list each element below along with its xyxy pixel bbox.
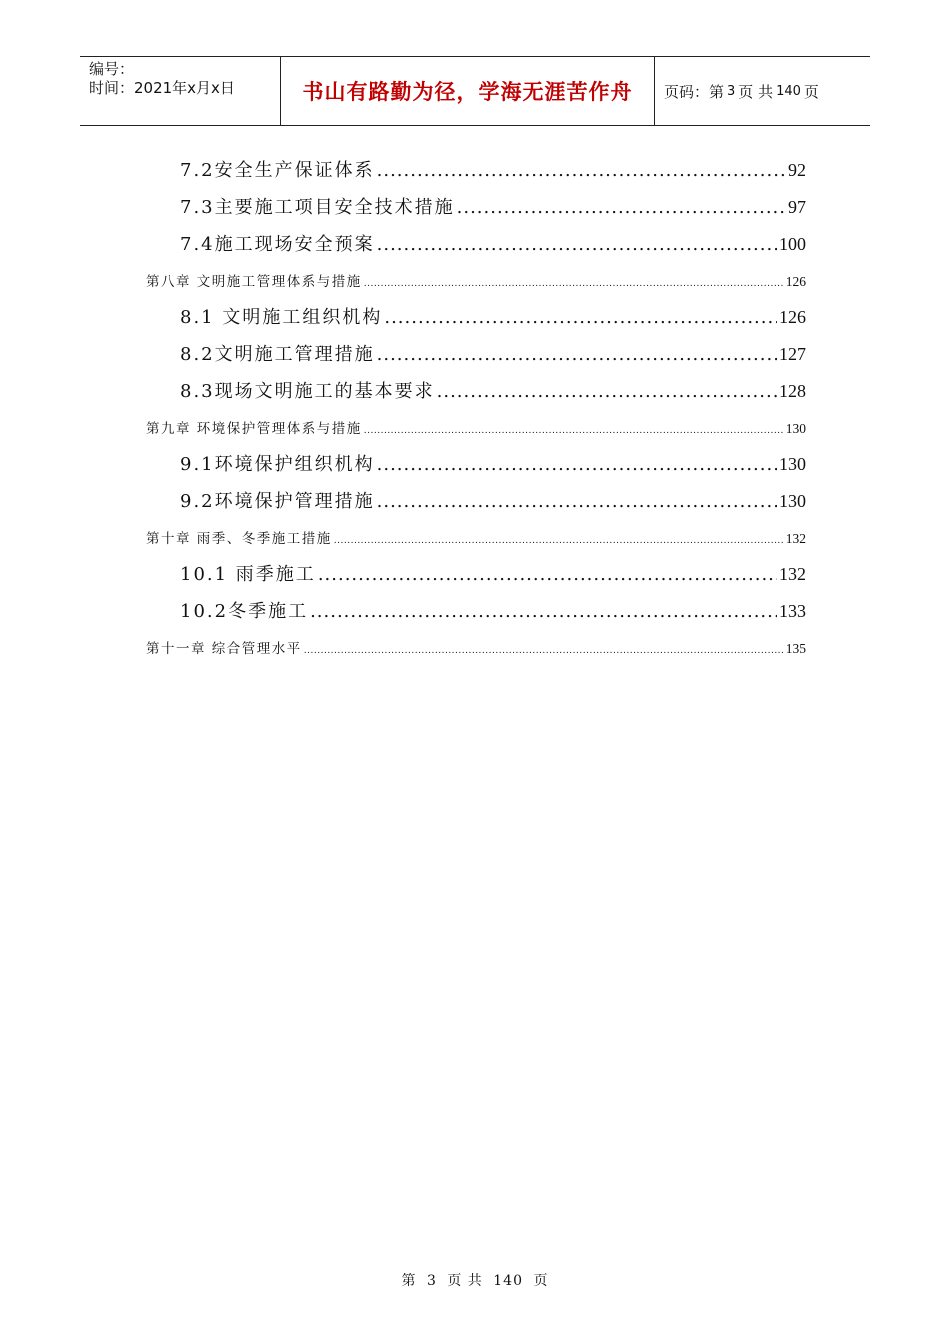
toc-entry-title: 7.2安全生产保证体系 (180, 160, 375, 181)
header-motto: 书山有路勤为径，学海无涯苦作舟 (302, 80, 633, 104)
toc-entry-title: 9.1环境保护组织机构 (180, 454, 375, 475)
toc-entry-title: 8.3现场文明施工的基本要求 (180, 381, 435, 402)
header-page-suffix: 页 (803, 82, 819, 101)
toc-dot-leader (364, 426, 784, 436)
toc-entry-page: 130 (779, 491, 806, 511)
toc-dot-leader (310, 601, 777, 622)
toc-entry-title: 7.4施工现场安全预案 (180, 234, 375, 255)
toc-entry-title: 9.2环境保护管理措施 (180, 491, 375, 512)
toc-dot-leader (377, 160, 786, 181)
footer-page-total: 140 (493, 1273, 523, 1289)
footer-page-suffix: 页 (533, 1273, 549, 1289)
footer-page-current: 3 (426, 1273, 437, 1289)
toc-entry-page: 126 (779, 307, 806, 327)
toc-chapter-page: 135 (785, 641, 806, 656)
toc-entry[interactable] (180, 340, 806, 366)
toc-chapter[interactable] (146, 527, 806, 547)
toc-dot-leader (318, 564, 777, 585)
toc-dot-leader (377, 344, 777, 365)
toc-entry-title: 8.1 文明施工组织机构 (180, 307, 383, 328)
toc-chapter-title: 第十一章 综合管理水平 (146, 641, 302, 657)
toc-entry-title: 8.2文明施工管理措施 (180, 344, 375, 365)
toc-entry-page: 133 (779, 601, 806, 621)
page-footer (0, 1270, 950, 1290)
toc-entry[interactable] (180, 156, 806, 182)
toc-entry-page: 92 (788, 160, 806, 180)
toc-entry-title: 10.2冬季施工 (180, 601, 309, 622)
toc-entry-page: 130 (779, 454, 806, 474)
toc-entry[interactable] (180, 450, 806, 476)
toc-entry[interactable] (180, 193, 806, 219)
toc-entry-page: 100 (779, 234, 806, 254)
toc-entry[interactable] (180, 377, 806, 403)
toc-chapter-title: 第十章 雨季、冬季施工措施 (146, 531, 332, 547)
toc-entry[interactable] (180, 597, 806, 623)
toc-entry[interactable] (180, 303, 806, 329)
footer-page-prefix: 第 (401, 1273, 417, 1289)
toc-chapter-page: 126 (785, 274, 806, 289)
toc-entry[interactable] (180, 230, 806, 256)
footer-page-mid: 页 共 (447, 1273, 483, 1289)
toc-dot-leader (377, 491, 777, 512)
header-page-prefix: 页码：第 (664, 82, 725, 101)
page-header (80, 56, 870, 126)
document-time-label: 时间：2021年x月x日 (89, 79, 235, 97)
document-number-label: 编号： (89, 60, 135, 78)
toc-entry[interactable] (180, 560, 806, 586)
header-page-total: 140 (776, 83, 801, 99)
toc-entry-page: 132 (779, 564, 806, 584)
toc-entry-page: 128 (779, 381, 806, 401)
toc-entry-page: 127 (779, 344, 806, 364)
toc-entry-page: 97 (788, 197, 806, 217)
toc-dot-leader (457, 197, 786, 218)
toc-chapter-title: 第八章 文明施工管理体系与措施 (146, 274, 362, 290)
toc-dot-leader (384, 307, 777, 328)
toc-chapter[interactable] (146, 637, 806, 657)
toc-entry[interactable] (180, 487, 806, 513)
header-motto-cell (281, 57, 655, 125)
toc-dot-leader (334, 536, 784, 546)
toc-entry-title: 7.3主要施工项目安全技术措施 (180, 197, 455, 218)
toc-chapter-title: 第九章 环境保护管理体系与措施 (146, 421, 362, 437)
toc-dot-leader (437, 381, 777, 402)
header-page-current: 3 (727, 83, 736, 99)
toc-dot-leader (364, 279, 784, 289)
toc-chapter-page: 132 (785, 531, 806, 546)
toc-chapter-page: 130 (785, 421, 806, 436)
toc-entry-title: 10.1 雨季施工 (180, 564, 316, 585)
header-page-cell (655, 57, 870, 125)
header-page-mid: 页 共 (738, 82, 774, 101)
toc-dot-leader (304, 646, 784, 656)
header-meta-cell (80, 57, 281, 125)
toc-dot-leader (377, 454, 777, 475)
toc-chapter[interactable] (146, 417, 806, 437)
toc-dot-leader (377, 234, 777, 255)
toc-chapter[interactable] (146, 270, 806, 290)
